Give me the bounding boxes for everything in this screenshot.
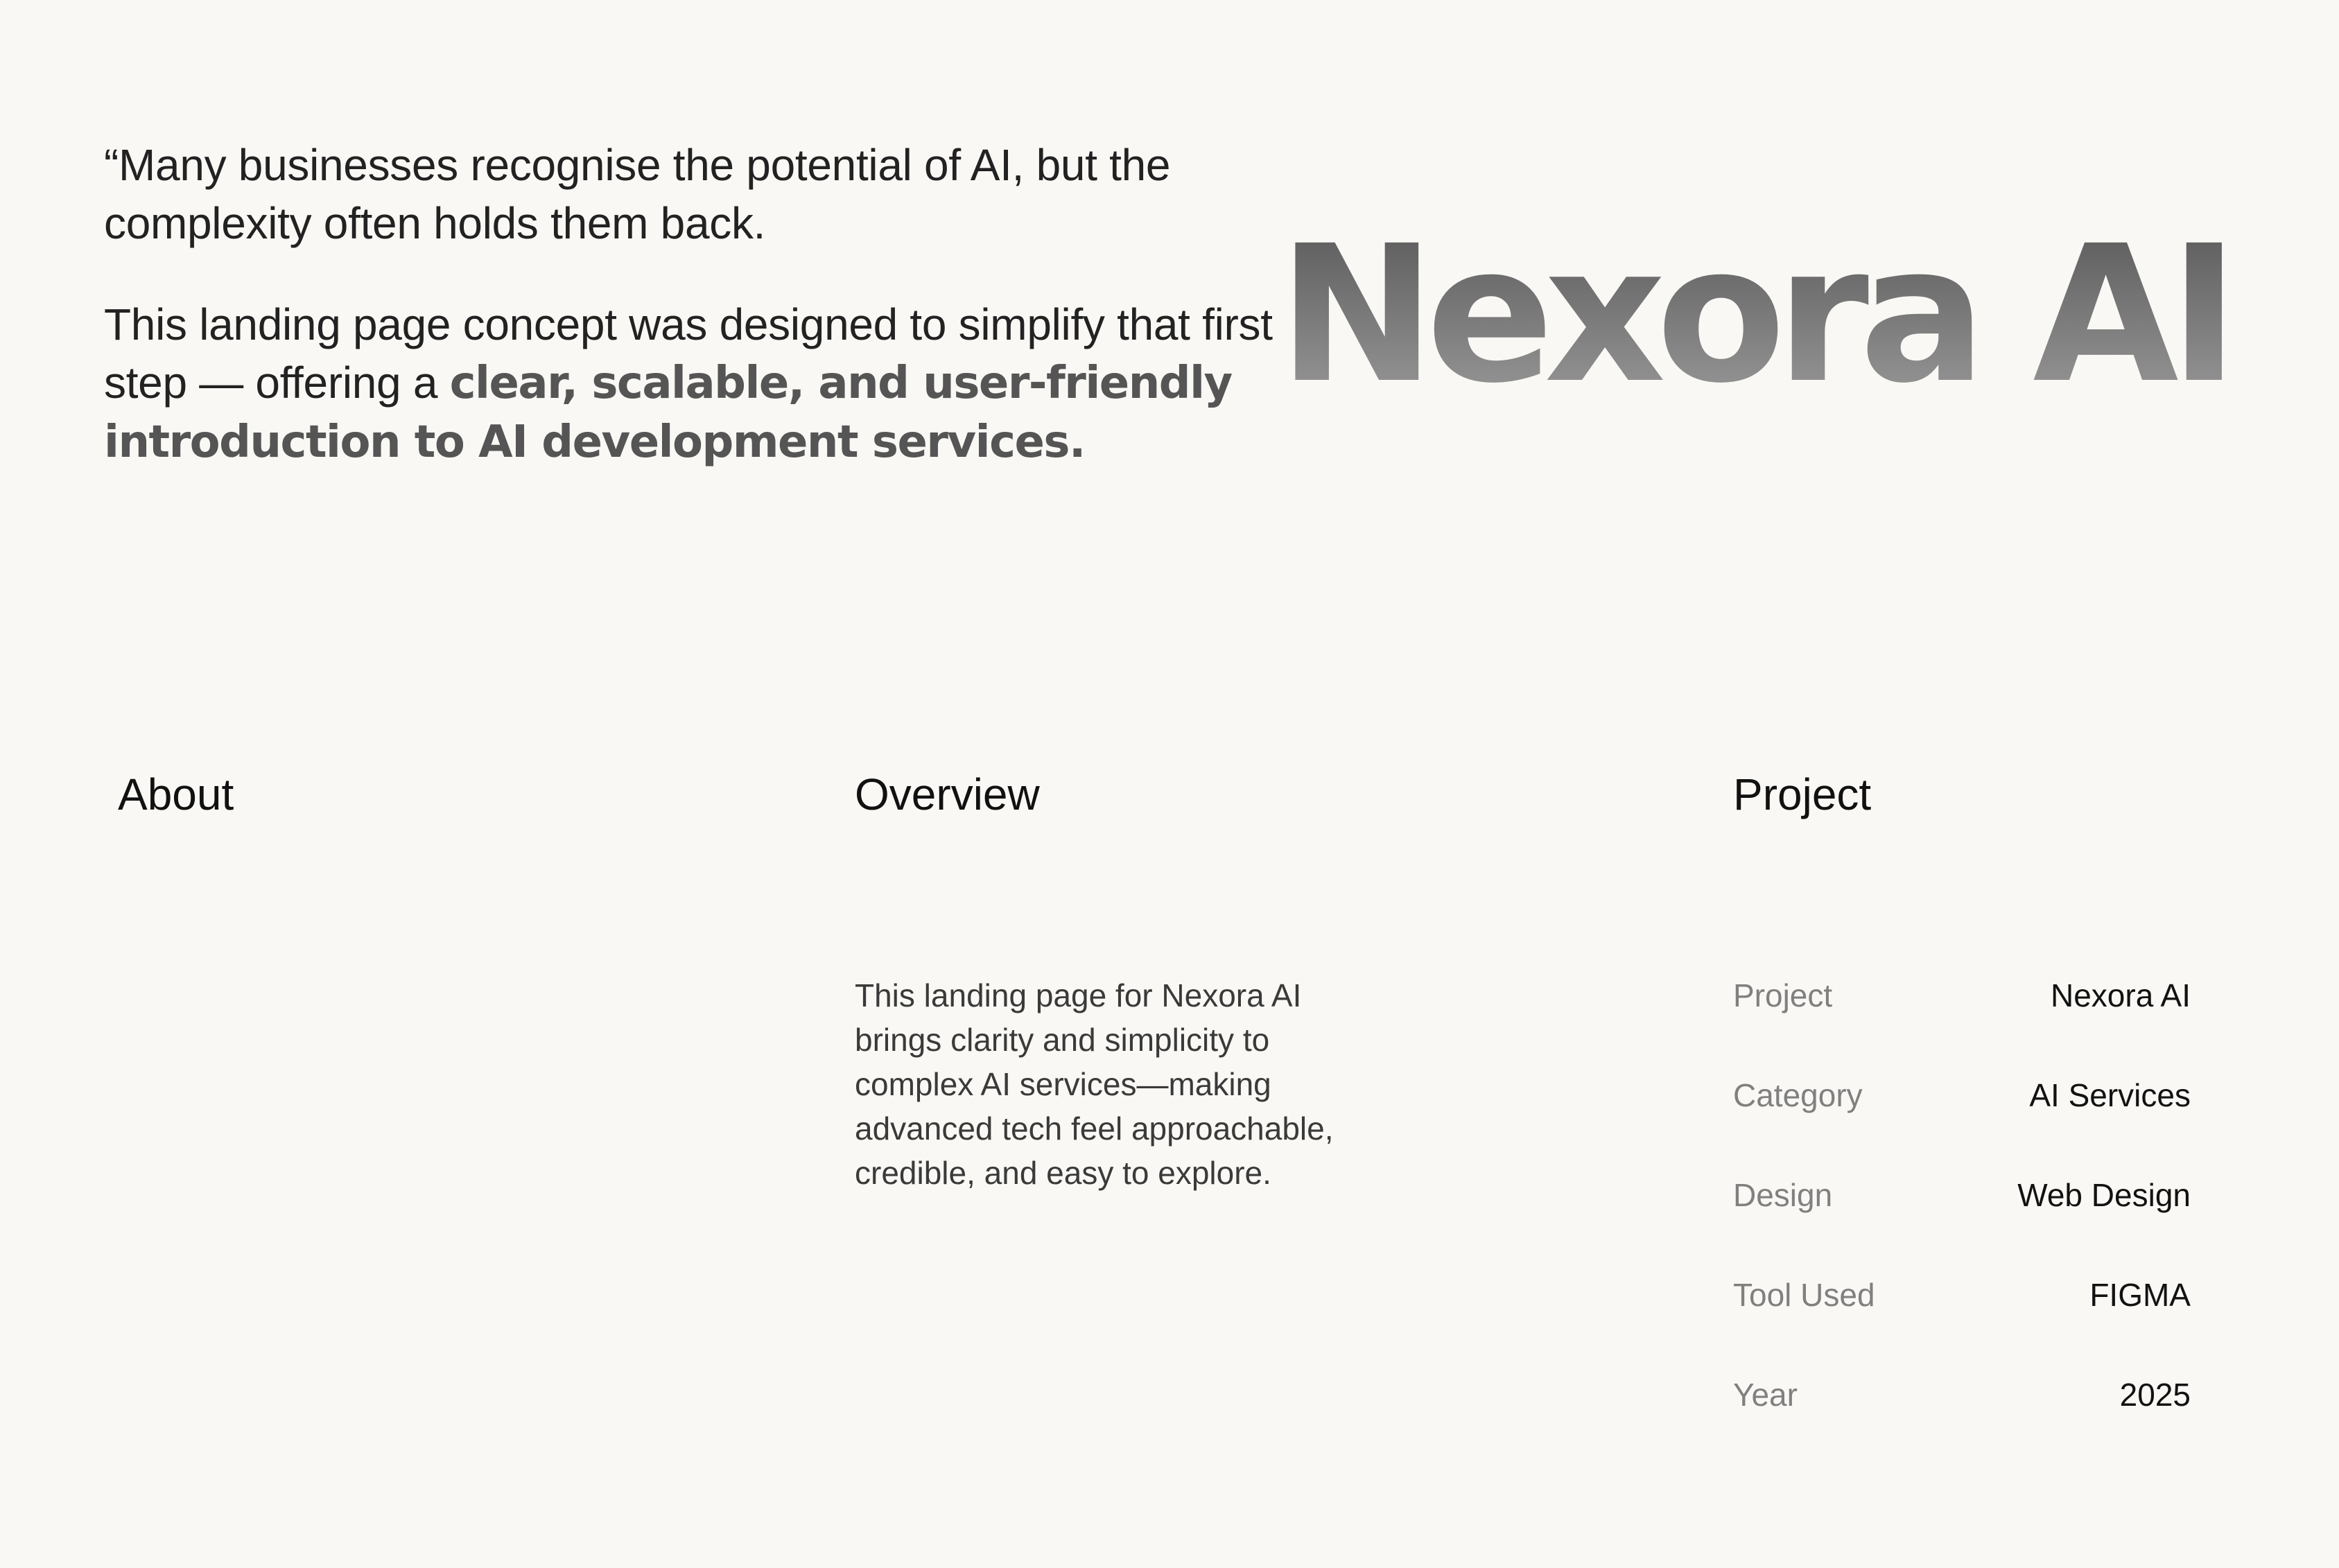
detail-value: AI Services [2029,1077,2191,1113]
project-details [1733,973,2191,1472]
about-heading: About [118,769,234,819]
detail-value: 2025 [2119,1377,2191,1413]
intro-body [104,295,1324,471]
detail-label: Year [1733,1377,1798,1413]
overview-description: This landing page for Nexora AI brings clarity and simplicity to complex AI services—making advanced tech feel approachable, credible, and easy to explore. [855,977,1334,1191]
detail-value: Web Design [2017,1177,2191,1213]
detail-value: FIGMA [2089,1277,2191,1313]
detail-label: Design [1733,1177,1833,1213]
project-heading: Project [1733,769,1872,819]
detail-value: Nexora AI [2051,977,2191,1013]
detail-row-project [1733,973,2191,1018]
intro-block [104,136,1324,471]
detail-row-category [1733,1073,2191,1117]
detail-row-tool [1733,1273,2191,1317]
detail-label: Tool Used [1733,1277,1875,1313]
detail-row-design [1733,1173,2191,1217]
detail-label: Project [1733,977,1833,1013]
intro-body-emphasis: clear, scalable, and user-friendly introduction to AI development services. [104,358,1232,468]
detail-label: Category [1733,1077,1863,1113]
intro-body-lead: This landing page concept was designed to simplify that first step — offering a [104,299,1273,408]
overview-heading: Overview [855,769,1040,819]
detail-row-year [1733,1373,2191,1417]
brand-wordmark: Nexora AI [1278,206,2229,425]
intro-quote: “Many businesses recognise the potential of AI, but the complexity often holds them back. [104,140,1171,248]
